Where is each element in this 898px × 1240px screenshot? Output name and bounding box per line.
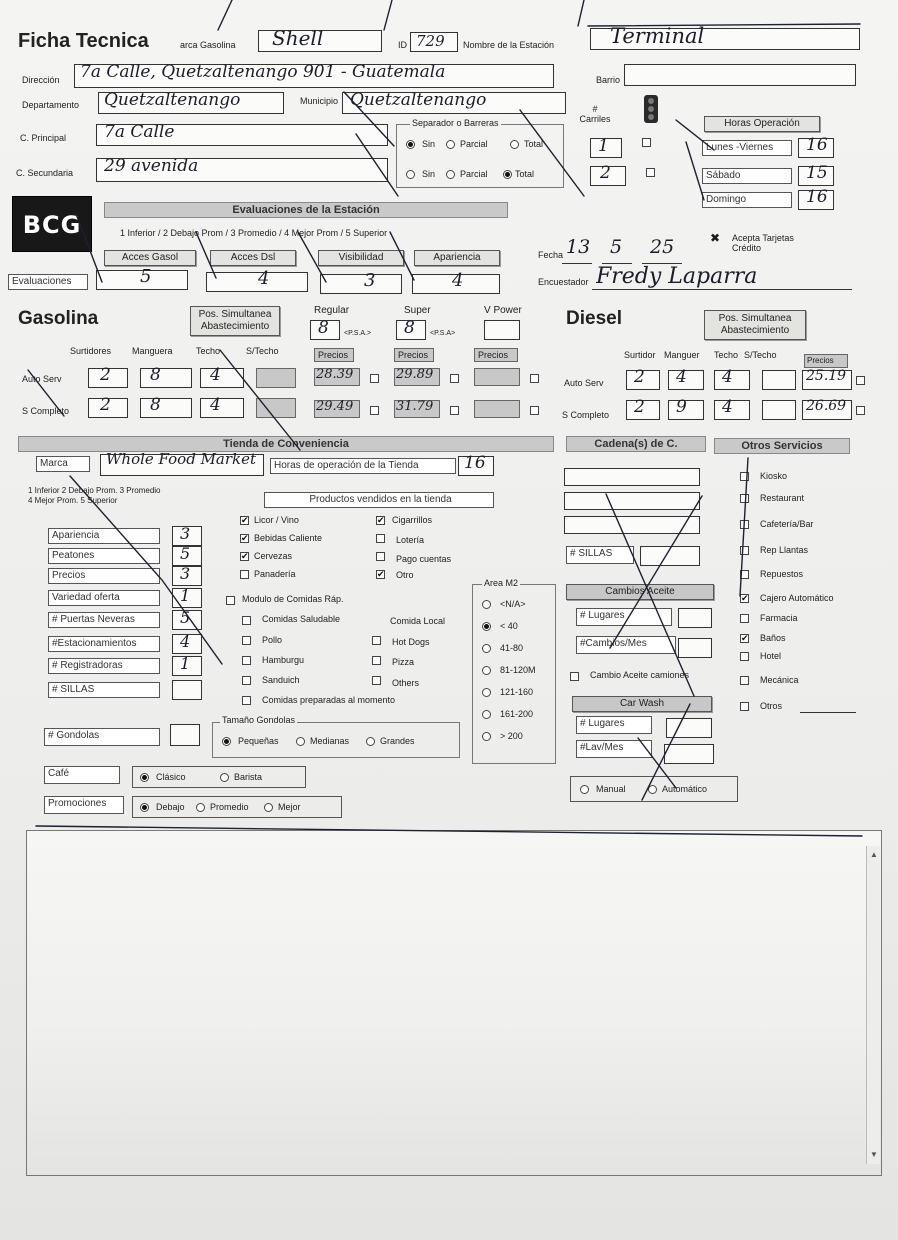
stroke-evaluaciones-4 <box>390 232 414 280</box>
panaderia-label: Panadería <box>254 569 296 579</box>
encuestador-label: Encuestador <box>538 277 589 287</box>
col-techo: Techo <box>196 346 221 356</box>
credit-card-icon: ✖ <box>710 231 721 245</box>
gas-auto-serv-label: Auto Serv <box>22 374 62 384</box>
promo-mejor-label: Mejor <box>278 802 301 812</box>
acces-gasol-value: 5 <box>140 266 152 287</box>
car-wash-header: Car Wash <box>572 696 712 712</box>
sabado-label: Sábado <box>702 168 792 184</box>
bebidas-checkbox[interactable]: ✔ <box>241 533 249 543</box>
promociones-label: Promociones <box>44 796 124 814</box>
gas-completo-manguera-value: 8 <box>150 395 161 415</box>
area-option-label: < 40 <box>500 621 518 631</box>
diesel-col-techo: Techo <box>714 350 739 360</box>
cambios-mes-label: #Cambios/Mes <box>576 636 676 654</box>
stroke-header-1 <box>218 0 232 30</box>
id-value: 729 <box>416 32 445 50</box>
promo-promedio-label: Promedio <box>210 802 249 812</box>
otros-servicios-header: Otros Servicios <box>714 438 850 454</box>
direccion-value: 7a Calle, Quetzaltenango 901 - Guatemala <box>80 62 446 82</box>
gasolina-title: Gasolina <box>18 308 99 329</box>
tienda-metric-label: Variedad oferta <box>48 590 160 606</box>
otro-label: Otro <box>396 570 414 580</box>
cigarrillos-label: Cigarrillos <box>392 515 433 525</box>
c-principal-label: C. Principal <box>20 133 67 143</box>
tienda-metric-label: # SILLAS <box>48 682 160 698</box>
tienda-metric-label: Peatones <box>48 548 160 564</box>
precios-super-label: Precios <box>398 350 429 360</box>
manual-label: Manual <box>596 784 626 794</box>
otros-servicio-label: Otros <box>760 701 783 711</box>
gasolina-pos-line2: Abastecimiento <box>200 321 270 332</box>
cadena-header: Cadena(s) de C. <box>566 436 706 452</box>
domingo-label: Domingo <box>702 192 792 208</box>
nombre-estacion-label: Nombre de la Estación <box>463 40 555 50</box>
acepta-credito-label: Crédito <box>732 243 762 253</box>
tienda-metric-label: Precios <box>48 568 160 584</box>
tienda-metric-label: # Puertas Neveras <box>48 612 160 628</box>
fecha-label: Fecha <box>538 250 564 260</box>
diesel-s-completo-label: S Completo <box>562 410 610 420</box>
pizza-label: Pizza <box>392 657 415 667</box>
tienda-marca-label: Marca <box>36 456 90 472</box>
horas-operacion-header: Horas Operación <box>704 116 820 132</box>
page-title: Ficha Tecnica <box>18 30 149 52</box>
otros-servicio-label: Hotel <box>760 651 782 661</box>
c-secundaria-label: C. Secundaria <box>16 168 74 178</box>
c-principal-value: 7a Calle <box>104 122 175 142</box>
otros-servicio-label: Kiosko <box>760 471 788 481</box>
stroke-evaluaciones-1 <box>76 214 102 282</box>
evaluaciones-header: Evaluaciones de la Estación <box>104 202 508 218</box>
regular-psa-label: <P.S.A.> <box>344 330 372 337</box>
diesel-col-stecho: S/Techo <box>744 350 777 360</box>
cervezas-checkbox[interactable]: ✔ <box>241 551 249 561</box>
precios-regular-label: Precios <box>318 350 349 360</box>
tienda-marca-value: Whole Food Market <box>106 450 257 468</box>
evaluaciones-label: Evaluaciones <box>8 274 88 290</box>
separador-parcial-label: Parcial <box>460 139 488 149</box>
vpower-label: V Power <box>484 305 522 316</box>
domingo-value: 16 <box>806 187 828 207</box>
modulo-comidas-label: Modulo de Comidas Ráp. <box>242 594 344 604</box>
otros-servicio-label: Farmacia <box>760 613 798 623</box>
direccion-label: Dirección <box>22 75 60 85</box>
stroke-otros <box>740 458 748 596</box>
bebidas-label: Bebidas Caliente <box>254 533 323 543</box>
separador-sin-label-2: Sin <box>422 169 436 179</box>
otro-checkbox[interactable]: ✔ <box>377 569 385 579</box>
aceite-lugares-label: # Lugares <box>576 608 672 626</box>
stroke-header-4 <box>588 24 860 26</box>
tienda-metric-value: 5 <box>180 608 191 627</box>
id-label: ID <box>398 40 407 50</box>
stroke-gasolina-2 <box>28 370 64 416</box>
encuestador-value: Fredy Laparra <box>596 264 758 289</box>
gas-auto-manguera-value: 8 <box>150 365 161 385</box>
super-psa-value: 8 <box>404 318 415 338</box>
stroke-header-3 <box>578 0 584 26</box>
acces-gasol-label: Acces Gasol <box>104 250 196 266</box>
apariencia-value: 4 <box>452 270 464 291</box>
municipio-value: Quetzaltenango <box>350 90 487 110</box>
visibilidad-label: Visibilidad <box>318 250 404 266</box>
otros-servicio-label: Cafetería/Bar <box>760 519 814 529</box>
diesel-completo-surtidor-value: 2 <box>634 397 645 417</box>
gas-completo-super-price: 31.79 <box>396 399 434 414</box>
tienda-metric-value: 1 <box>180 586 191 605</box>
licor-checkbox[interactable]: ✔ <box>241 515 249 525</box>
col-stecho: S/Techo <box>246 346 279 356</box>
tienda-metric-value: 4 <box>180 632 191 651</box>
diesel-col-manguer: Manguer <box>664 350 700 360</box>
carriles-principal-value: 1 <box>598 136 609 156</box>
departamento-value: Quetzaltenango <box>104 90 241 110</box>
tienda-metric-label: #Estacionamientos <box>48 636 160 652</box>
stroke-cadena-x2 <box>610 496 702 648</box>
diesel-title: Diesel <box>566 308 622 329</box>
otros-servicio-label: Baños <box>760 633 786 643</box>
col-manguera: Manguera <box>132 346 173 356</box>
sabado-value: 15 <box>806 163 828 183</box>
grandes-label: Grandes <box>380 736 415 746</box>
diesel-auto-techo-value: 4 <box>722 367 733 387</box>
marca-gasolina-label: arca Gasolina <box>180 40 236 50</box>
area-option-label: <N/A> <box>500 599 526 609</box>
stroke-carwash-x1 <box>638 738 676 788</box>
regular-label: Regular <box>314 305 350 316</box>
diesel-auto-manguer-value: 4 <box>676 367 687 387</box>
diesel-pos-line1: Pos. Simultanea <box>718 313 792 324</box>
tienda-metric-value: 5 <box>180 544 191 563</box>
cambio-camiones-label: Cambio Aceite camiones <box>590 670 690 680</box>
otros-servicio-checkbox[interactable]: ✔ <box>741 593 749 603</box>
area-option-label: 121-160 <box>500 687 534 697</box>
gasolina-pos-line1: Pos. Simultanea <box>198 309 272 320</box>
barista-label: Barista <box>234 772 263 782</box>
comida-local-label: Comida Local <box>390 616 446 626</box>
automatico-label: Automático <box>662 784 708 794</box>
tienda-header: Tienda de Conveniencia <box>18 436 554 452</box>
otros-servicio-label: Cajero Automático <box>760 593 834 603</box>
barrio-label: Barrio <box>596 75 621 85</box>
gas-auto-techo-value: 4 <box>210 365 221 385</box>
separador-total-label: Total <box>524 139 544 149</box>
col-surtidores: Surtidores <box>70 346 112 356</box>
area-option-label: > 200 <box>500 731 523 741</box>
diesel-precios-label: Precios <box>807 356 834 365</box>
stroke-separador <box>520 110 584 196</box>
precios-vpower-label: Precios <box>478 350 509 360</box>
productos-vendidos-header: Productos vendidos en la tienda <box>264 492 494 508</box>
tienda-scale-2: 4 Mejor Prom. 5 Superior <box>28 496 118 505</box>
area-m2-label: Area M2 <box>484 578 519 588</box>
sanduich-label: Sanduich <box>262 675 300 685</box>
stroke-gasolina-1 <box>220 350 300 450</box>
saludable-label: Comidas Saludable <box>262 614 341 624</box>
fecha-month-value: 5 <box>610 236 623 258</box>
cadena-sillas-label: # SILLAS <box>566 546 634 564</box>
stroke-header-2 <box>384 0 392 30</box>
diesel-pos-line2: Abastecimiento <box>720 325 790 336</box>
pequenas-label: Pequeñas <box>238 736 279 746</box>
pollo-label: Pollo <box>262 635 283 645</box>
tienda-metric-label: Apariencia <box>48 528 160 544</box>
scroll-up-icon[interactable]: ▲ <box>870 850 878 859</box>
hot-dogs-label: Hot Dogs <box>392 637 430 647</box>
nombre-estacion-value: Terminal <box>610 24 705 48</box>
stroke-evaluaciones-2 <box>196 232 216 278</box>
acces-dsl-label: Acces Dsl <box>210 250 296 266</box>
tienda-metric-value: 3 <box>180 564 191 583</box>
carriles-label: # Carriles <box>579 104 611 124</box>
lunes-viernes-value: 16 <box>806 135 828 155</box>
separador-label: Separador o Barreras <box>412 118 499 128</box>
medianas-label: Medianas <box>310 736 350 746</box>
c-secundaria-value: 29 avenida <box>104 156 199 176</box>
tienda-metric-label: # Registradoras <box>48 658 160 674</box>
tienda-horas-label: Horas de operación de la Tienda <box>270 458 456 474</box>
diesel-auto-precio-value: 25.19 <box>806 368 847 384</box>
otros-servicio-label: Rep Llantas <box>760 545 809 555</box>
evaluaciones-scale: 1 Inferior / 2 Debajo Prom / 3 Promedio / 4 Mejor Prom / 5 Superior <box>120 228 388 238</box>
municipio-label: Municipio <box>300 96 339 106</box>
apariencia-label: Apariencia <box>414 250 500 266</box>
separador-total-label-2: Total <box>515 169 535 179</box>
visibilidad-value: 3 <box>364 270 376 291</box>
diesel-auto-serv-label: Auto Serv <box>564 378 604 388</box>
cambios-aceite-header: Cambios Aceite <box>566 584 714 600</box>
fecha-day-value: 13 <box>566 236 591 258</box>
carriles-secundaria-value: 2 <box>600 163 611 183</box>
gas-completo-regular-price: 29.49 <box>316 399 354 414</box>
preparadas-label: Comidas preparadas al momento <box>262 695 396 705</box>
otros-servicio-label: Restaurant <box>760 493 805 503</box>
acces-dsl-value: 4 <box>258 268 270 289</box>
diesel-auto-surtidor-value: 2 <box>634 367 645 387</box>
marca-gasolina-value: Shell <box>272 26 324 50</box>
cafe-label: Café <box>44 766 120 784</box>
gas-auto-regular-price: 28.39 <box>316 367 354 382</box>
tienda-metric-value: 1 <box>180 654 191 673</box>
carwash-lugares-label: # Lugares <box>576 716 652 734</box>
stroke-bottom-rule <box>36 826 862 836</box>
hamburgu-label: Hamburgu <box>262 655 305 665</box>
diesel-completo-techo-value: 4 <box>722 397 733 417</box>
gas-completo-techo-value: 4 <box>210 395 221 415</box>
area-option-label: 161-200 <box>500 709 534 719</box>
otros-servicio-checkbox[interactable]: ✔ <box>741 633 749 643</box>
pago-cuentas-label: Pago cuentas <box>396 554 452 564</box>
clasico-label: Clásico <box>156 772 186 782</box>
stroke-evaluaciones-3 <box>298 232 326 282</box>
cigarrillos-checkbox[interactable]: ✔ <box>377 515 385 525</box>
tamano-gondolas-label: Tamaño Gondolas <box>222 715 296 725</box>
regular-psa-value: 8 <box>318 318 329 338</box>
stroke-hours-2 <box>686 142 704 200</box>
diesel-completo-precio-value: 26.69 <box>806 398 847 414</box>
tienda-metric-value: 3 <box>180 524 191 543</box>
separador-sin-label: Sin <box>422 139 436 149</box>
acepta-tarjetas-label: Acepta Tarjetas <box>732 233 794 243</box>
others-label: Others <box>392 678 420 688</box>
departamento-label: Departamento <box>22 100 80 110</box>
gas-auto-surtidores-value: 2 <box>100 365 111 385</box>
otros-servicio-label: Mecánica <box>760 675 799 685</box>
loteria-label: Lotería <box>396 535 425 545</box>
bcg-logo-text: BCG <box>22 211 82 239</box>
stroke-hours-1 <box>676 120 714 150</box>
stroke-cadena-x1 <box>606 494 694 696</box>
gondolas-label: # Gondolas <box>44 728 160 746</box>
gas-auto-super-price: 29.89 <box>396 367 434 382</box>
area-option-label: 81-120M <box>500 665 536 675</box>
licor-label: Licor / Vino <box>254 515 299 525</box>
stroke-metrics <box>70 476 222 664</box>
stroke-municipio <box>344 92 394 146</box>
cervezas-label: Cervezas <box>254 551 293 561</box>
area-option-label: 41-80 <box>500 643 524 653</box>
otros-servicio-label: Repuestos <box>760 569 804 579</box>
diesel-completo-manguer-value: 9 <box>676 397 687 417</box>
tienda-horas-value: 16 <box>464 453 486 473</box>
diesel-col-surtidor: Surtidor <box>624 350 656 360</box>
lav-mes-label: #Lav/Mes <box>576 740 652 758</box>
gas-s-completo-label: S Completo <box>22 406 70 416</box>
gas-completo-surtidores-value: 2 <box>100 395 111 415</box>
super-psa-label: <P.S.A> <box>430 330 456 337</box>
fecha-year-value: 25 <box>650 236 675 258</box>
tienda-scale-1: 1 Inferior 2 Debajo Prom. 3 Promedio <box>28 486 161 495</box>
promo-debajo-label: Debajo <box>156 802 185 812</box>
super-label: Super <box>404 305 431 316</box>
separador-parcial-label-2: Parcial <box>460 169 488 179</box>
scroll-down-icon[interactable]: ▼ <box>870 1150 878 1159</box>
lunes-viernes-label: Lunes -Viernes <box>702 140 792 156</box>
